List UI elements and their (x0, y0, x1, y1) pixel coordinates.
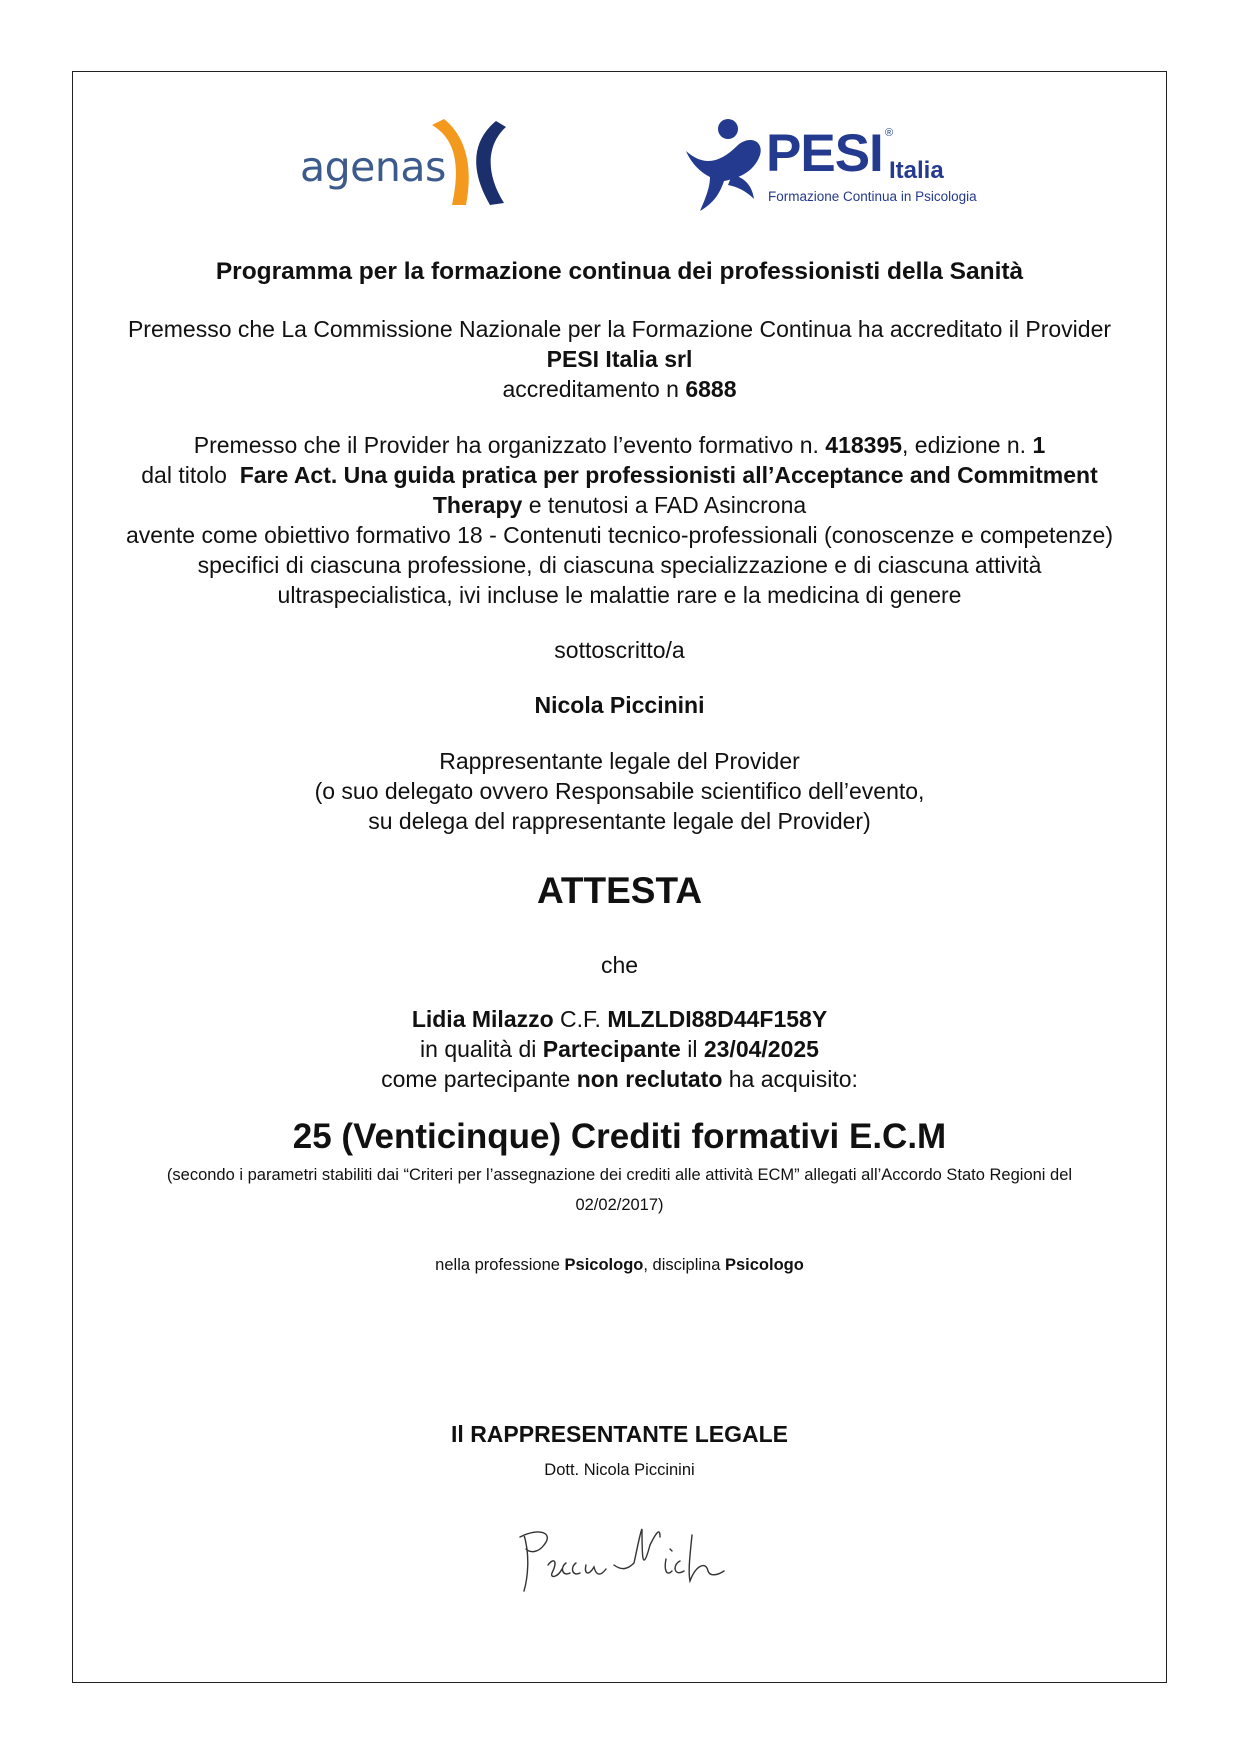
recruitment-prefix: come partecipante (381, 1066, 577, 1092)
accreditation-line: Premesso che La Commissione Nazionale per la Formazione Continua ha accreditato il Provider (127, 316, 1112, 342)
agenas-wordmark: agenas (300, 143, 446, 191)
edition-prefix: , edizione n. (902, 432, 1033, 458)
che-text: che (600, 952, 639, 978)
event-title: Fare Act. Una guida pratica per professionisti all’Acceptance and Commitment (239, 462, 1098, 488)
registered-mark: ® (885, 127, 894, 139)
profession-prefix: nella professione (435, 1256, 565, 1274)
profession-line (72, 1250, 1167, 1280)
participant-line (72, 1004, 1167, 1034)
legal-representative-name: Dott. Nicola Piccinini (544, 1461, 695, 1479)
pesi-tagline: Formazione Continua in Psicologia (768, 189, 977, 204)
role-line-1: Rappresentante legale del Provider (439, 748, 800, 774)
pesi-country: Italia (889, 157, 944, 184)
provider-name: PESI Italia srl (546, 346, 693, 372)
role-line-2: (o suo delegato ovvero Responsabile scientifico dell’evento, (314, 778, 925, 804)
participant-name: Lidia Milazzo (411, 1006, 554, 1032)
pesi-wordmark: PESI (766, 124, 883, 183)
event-title-end: Therapy (432, 492, 523, 518)
pesi-figure-icon (680, 115, 770, 215)
criteria-line-2: 02/02/2017) (575, 1196, 664, 1214)
participant-role: Partecipante (542, 1036, 681, 1062)
recruitment-suffix: ha acquisito: (722, 1066, 858, 1092)
edition-number: 1 (1032, 432, 1046, 458)
attesta-heading: ATTESTA (536, 870, 703, 911)
event-prefix: Premesso che il Provider ha organizzato l’evento formativo n. (193, 432, 826, 458)
legal-representative-title: Il RAPPRESENTANTE LEGALE (451, 1421, 788, 1447)
logo-bar (0, 105, 1241, 215)
pesi-logo (680, 115, 1000, 215)
event-title-line-2 (72, 490, 1167, 520)
date-prefix: il (680, 1036, 704, 1062)
fiscal-code: MLZLDI88D44F158Y (607, 1006, 828, 1032)
role-line-3: su delega del rappresentante legale del Provider) (368, 808, 871, 834)
discipline-value: Psicologo (724, 1256, 804, 1274)
objective-line-2: specifici di ciascuna professione, di ciascuna specializzazione e di ciascuna attività (197, 552, 1042, 578)
agenas-logo (300, 115, 515, 210)
recruitment-status: non reclutato (576, 1066, 723, 1092)
accreditation-number: 6888 (685, 376, 737, 402)
event-block (72, 430, 1167, 610)
accreditation-block (72, 314, 1167, 404)
agenas-x-mark-icon (430, 115, 510, 210)
accreditation-prefix: accreditamento n (502, 376, 686, 402)
quality-line (72, 1034, 1167, 1064)
signatory-intro: sottoscritto/a (554, 637, 685, 663)
participant-block (72, 1004, 1167, 1094)
quality-prefix: in qualità di (420, 1036, 543, 1062)
signatory-role (72, 746, 1167, 836)
signature-image (510, 1515, 740, 1595)
credits-heading: 25 (Venticinque) Crediti formativi E.C.M (292, 1117, 947, 1156)
recruitment-line (72, 1064, 1167, 1094)
profession-value: Psicologo (564, 1256, 644, 1274)
discipline-prefix: , disciplina (643, 1256, 725, 1274)
title-prefix: dal titolo (141, 462, 234, 488)
event-number-line (72, 430, 1167, 460)
criteria-line-1: (secondo i parametri stabiliti dai “Criteri per l’assegnazione dei crediti alle attività ECM” allegati all’Accordo Stato Regioni del (166, 1166, 1073, 1184)
cf-label: C.F. (553, 1006, 608, 1032)
event-mode: e tenutosi a FAD Asincrona (522, 492, 807, 518)
objective-line-1: avente come obiettivo formativo 18 - Contenuti tecnico-professionali (conoscenze e competenze) (126, 522, 1113, 548)
participation-date: 23/04/2025 (703, 1036, 819, 1062)
programme-title: Programma per la formazione continua dei professionisti della Sanità (215, 258, 1024, 285)
event-number: 418395 (825, 432, 903, 458)
objective-line-3: ultraspecialistica, ivi incluse le malattie rare e la medicina di genere (277, 582, 962, 608)
event-title-line (72, 460, 1167, 490)
criteria-note (72, 1160, 1167, 1220)
signatory-name: Nicola Piccinini (534, 692, 705, 718)
accreditation-number-line (72, 374, 1167, 404)
